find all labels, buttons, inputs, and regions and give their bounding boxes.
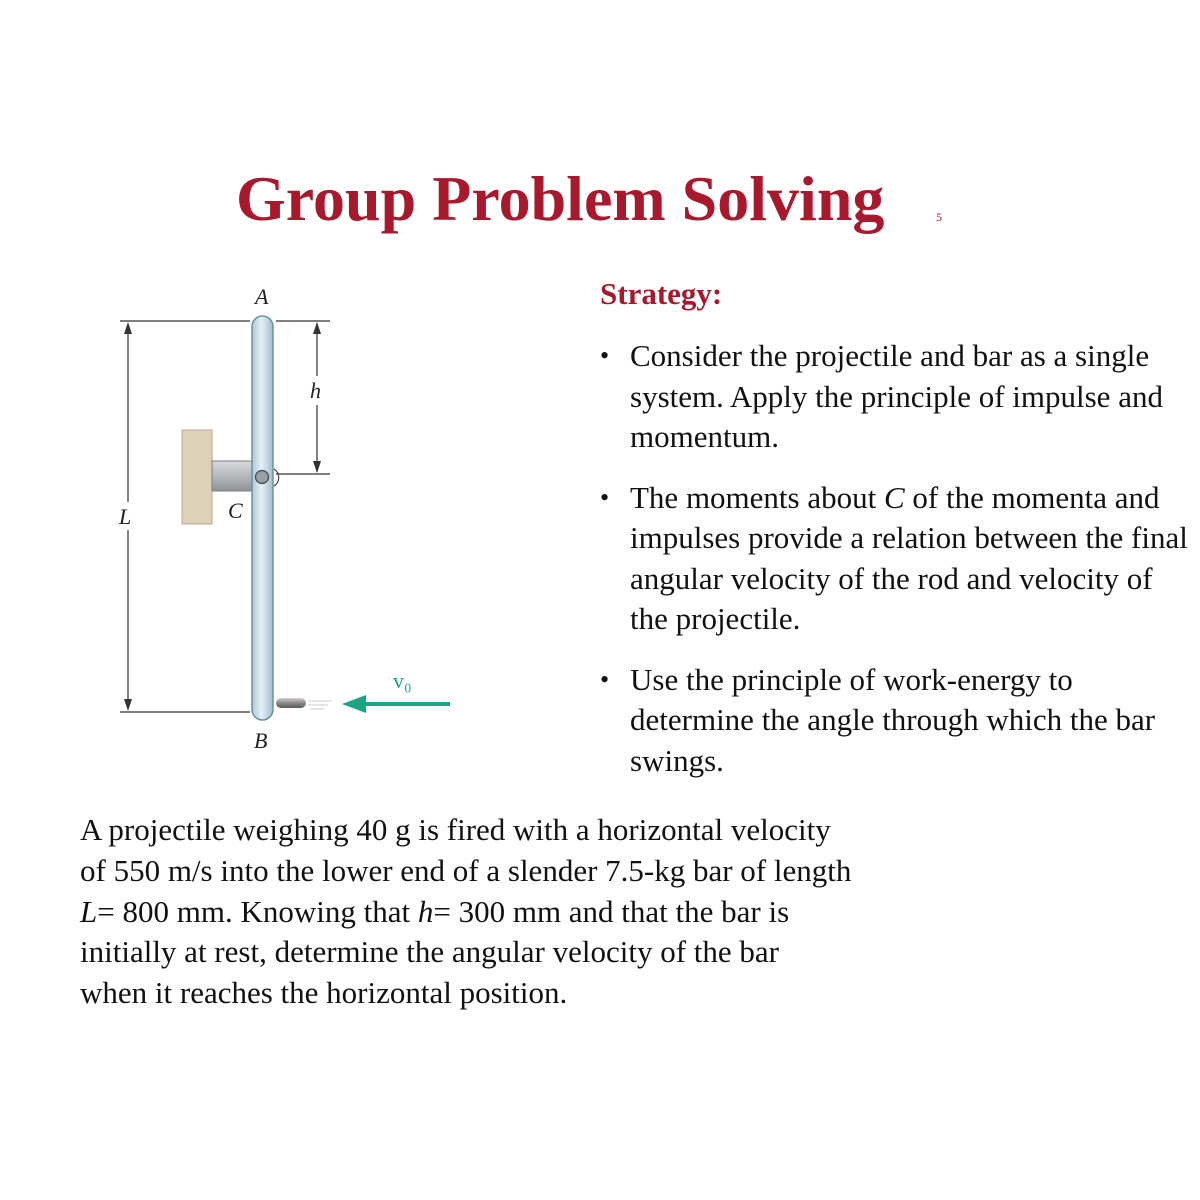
wall-support (182, 430, 212, 524)
pendulum-figure (100, 280, 470, 770)
strategy-heading: Strategy: (600, 276, 723, 311)
variable-L: L (80, 893, 98, 929)
problem-text: = 800 mm. Knowing that (97, 893, 418, 929)
variable-C: C (883, 479, 905, 515)
label-B: B (254, 728, 268, 753)
strategy-bullet (600, 660, 1190, 782)
h-arrow-up (313, 322, 321, 334)
problem-statement (80, 810, 980, 1014)
problem-line: of 550 m/s into the lower end of a slender 7.5-kg bar of length (80, 852, 852, 888)
variable-h: h (417, 893, 434, 929)
L-arrow-up (124, 322, 132, 334)
label-L: L (119, 504, 132, 529)
strategy-bullet (600, 478, 1190, 640)
slender-bar (252, 316, 273, 720)
slide-title: Group Problem Solving (236, 163, 885, 234)
slide-number: 5 (936, 210, 942, 224)
velocity-arrow-head (342, 695, 366, 713)
problem-line: A projectile weighing 40 g is fired with a horizontal velocity (80, 812, 831, 847)
pendulum-diagram (100, 280, 470, 770)
label-v0: v₀ (393, 668, 412, 693)
strategy-list (600, 336, 1190, 801)
problem-line (80, 892, 980, 933)
h-arrow-down (313, 461, 321, 473)
strategy-bullet-text: Use the principle of work-energy to determine the angle through which the bar swings. (630, 661, 1156, 778)
strategy-bullet (600, 336, 1190, 458)
strategy-bullet-text: The moments about (630, 479, 884, 515)
label-A: A (255, 284, 269, 309)
pivot-pin (256, 471, 269, 484)
problem-text: = 300 mm and that the bar is (433, 893, 790, 929)
rotation-indicator (274, 469, 279, 486)
projectile (276, 698, 306, 708)
strategy-bullet-text: Consider the projectile and bar as a single system. Apply the principle of impulse and momentum. (630, 338, 1163, 454)
L-arrow-down (124, 699, 132, 711)
strategy-bullet-text: of the momenta and impulses provide a relation between the final angular velocity of the rod and velocity of the projectile. (630, 479, 1188, 636)
problem-line: initially at rest, determine the angular velocity of the bar (80, 934, 779, 970)
problem-line: when it reaches the horizontal position. (80, 975, 568, 1011)
label-h: h (310, 378, 321, 403)
label-C: C (228, 498, 243, 523)
